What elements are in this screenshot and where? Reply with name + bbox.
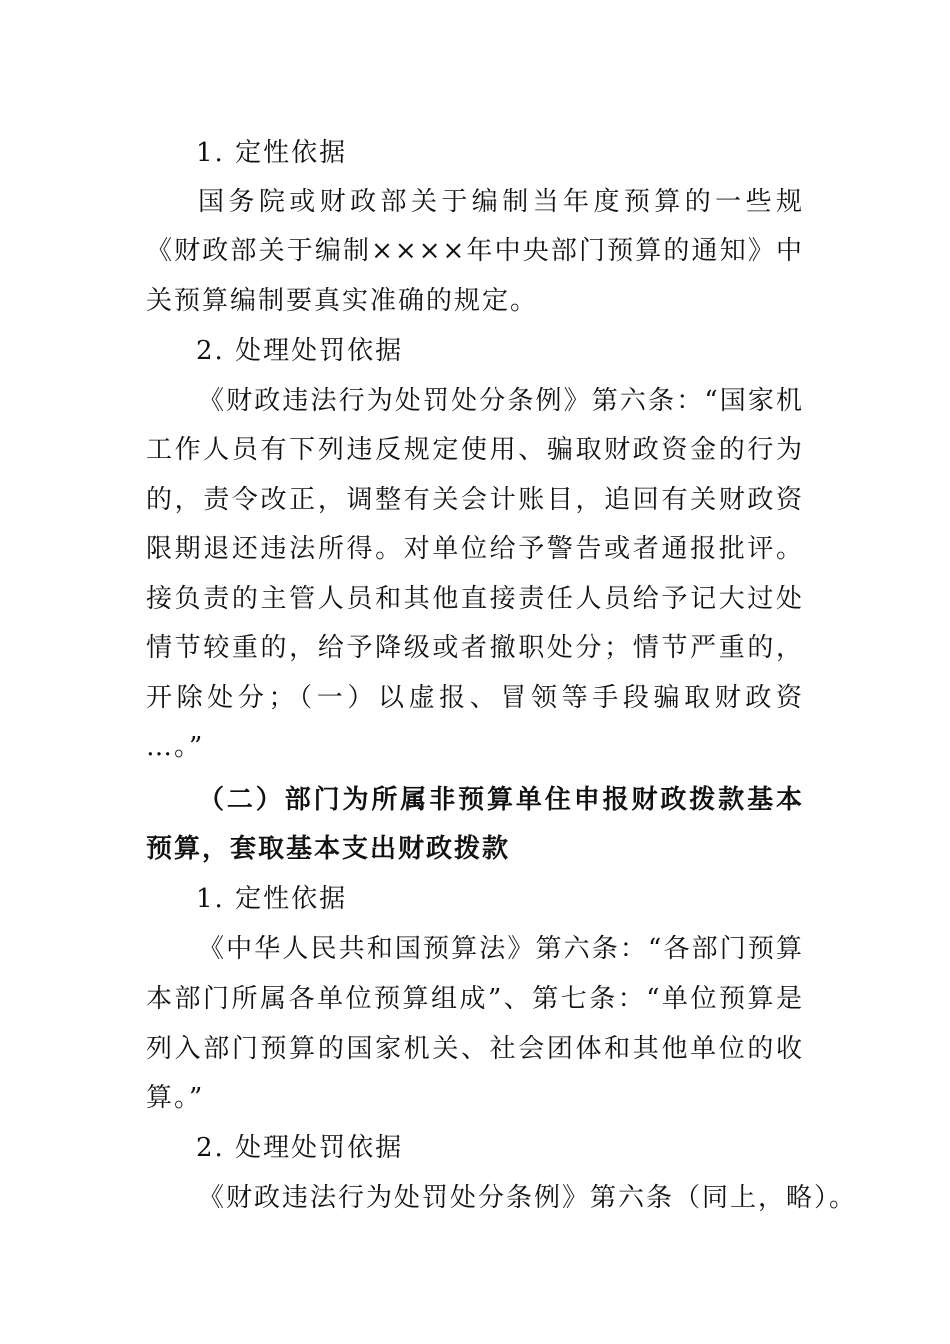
paragraph-line: 关预算编制要真实准确的规定。: [146, 286, 539, 316]
paragraph-line: 国务院或财政部关于编制当年度预算的一些规: [198, 187, 804, 217]
paragraph-line: …。”: [146, 732, 205, 762]
paragraph-line: 《财政违法行为处罚处分条例》第六条：“国家机: [198, 386, 804, 416]
subheading-qualitative-basis: 1. 定性依据: [196, 138, 348, 168]
section-heading: （二）部门为所属非预算单住申报财政拨款基本: [198, 785, 804, 815]
paragraph-line: 《财政部关于编制××××年中央部门预算的通知》中: [146, 236, 804, 266]
paragraph-line: 限期退还违法所得。对单位给予警告或者通报批评。: [146, 534, 804, 564]
subheading-qualitative-basis: 1. 定性依据: [196, 884, 348, 914]
paragraph-line: 列入部门预算的国家机关、社会团体和其他单位的收: [146, 1034, 804, 1064]
section-heading-continued: 预算，套取基本支出财政拨款: [146, 834, 511, 864]
subheading-penalty-basis: 2. 处理处罚依据: [196, 1133, 404, 1163]
paragraph-line: 算。”: [146, 1083, 205, 1113]
paragraph-line: 情节较重的，给予降级或者撤职处分；情节严重的，: [146, 633, 804, 663]
paragraph-line: 开除处分；（一）以虚报、冒领等手段骗取财政资: [146, 683, 804, 713]
paragraph-line: 工作人员有下列违反规定使用、骗取财政资金的行为: [146, 435, 804, 465]
paragraph-line: 接负责的主管人员和其他直接责任人员给予记大过处: [146, 584, 804, 614]
paragraph-line: 《中华人民共和国预算法》第六条：“各部门预算: [198, 934, 804, 964]
paragraph-line: 的，责令改正，调整有关会计账目，追回有关财政资: [146, 485, 804, 515]
paragraph-line: 本部门所属各单位预算组成”、第七条：“单位预算是: [146, 984, 804, 1014]
subheading-penalty-basis: 2. 处理处罚依据: [196, 336, 404, 366]
paragraph-line: 《财政违法行为处罚处分条例》第六条（同上，略）。: [198, 1183, 858, 1213]
